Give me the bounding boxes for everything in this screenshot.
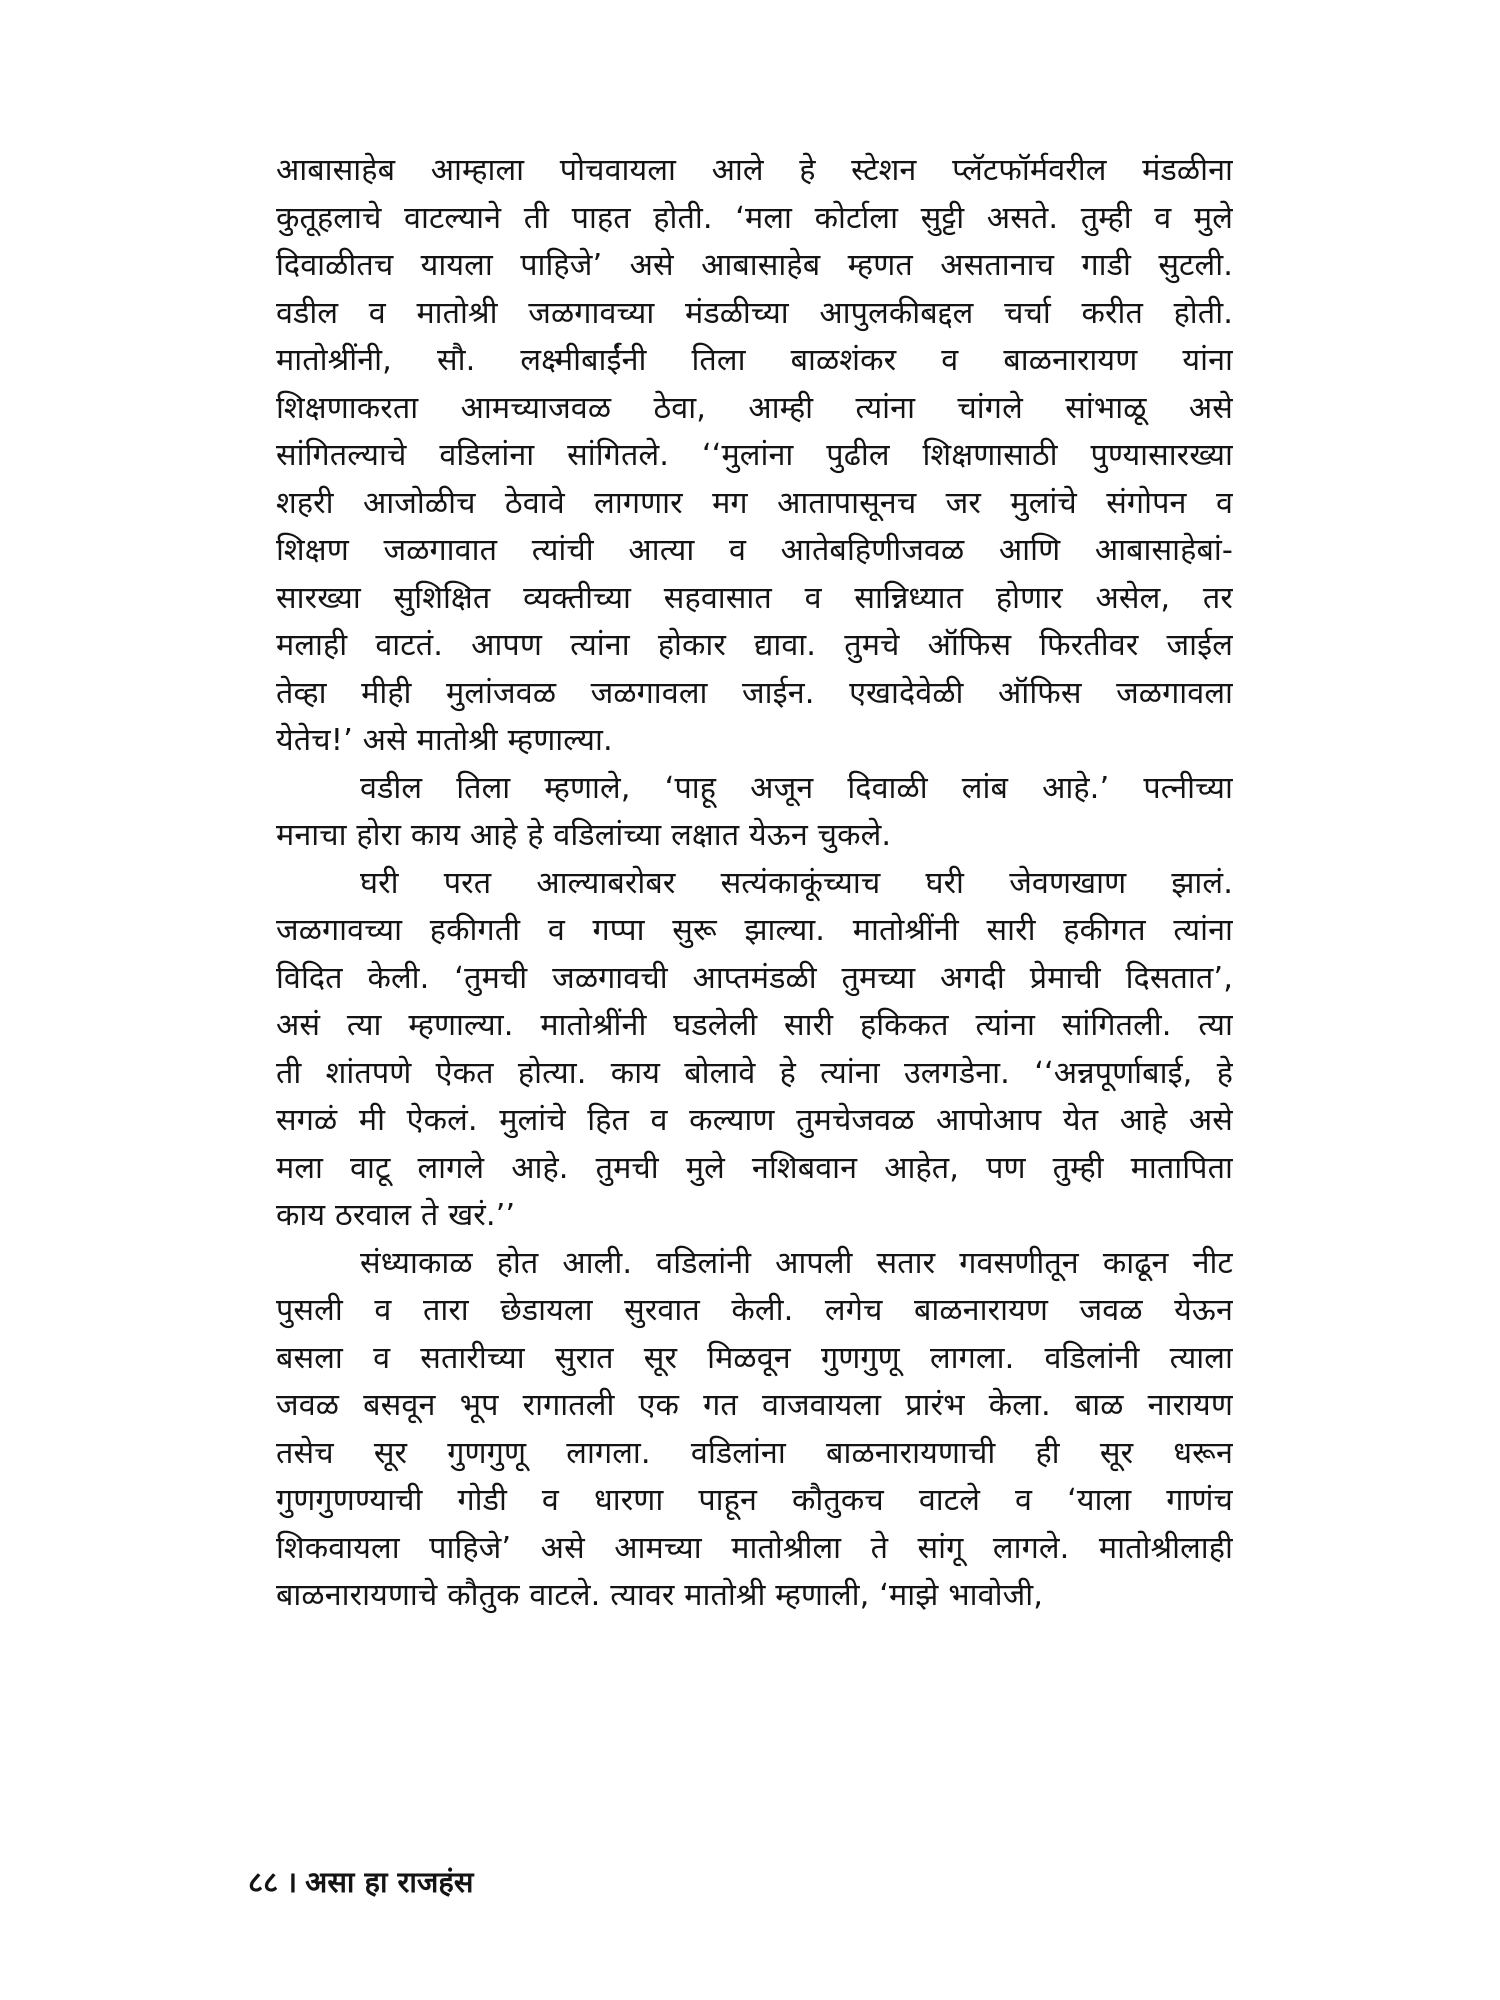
text-line: शिक्षण जळगावात त्यांची आत्या व आतेबहिणीजवळ आणि आबासाहेबां-: [276, 533, 1233, 568]
text-line: ती शांतपणे ऐकत होत्या. काय बोलावे हे त्यांना उलगडेना. ‘‘अन्नपूर्णाबाई, हे: [276, 1055, 1233, 1091]
book-title: असा हा राजहंस: [305, 1865, 474, 1899]
text-line: सगळं मी ऐकलं. मुलांचे हित व कल्याण तुमचेजवळ आपोआप येत आहे असे: [276, 1103, 1233, 1138]
text-line: विदित केली. ‘तुमची जळगावची आप्तमंडळी तुमच्या अगदी प्रेमाची दिसतात’,: [276, 960, 1233, 996]
text-line: मला वाटू लागले आहे. तुमची मुले नशिबवान आहेत, पण तुम्ही मातापिता: [276, 1150, 1233, 1186]
text-line: तेव्हा मीही मुलांजवळ जळगावला जाईन. एखादेवेळी ऑफिस जळगावला: [276, 675, 1233, 711]
text-line: वडील तिला म्हणाले, ‘पाहू अजून दिवाळी लांब आहे.’ पत्नीच्या: [360, 770, 1233, 806]
paragraph: [276, 147, 1233, 765]
text-line: सारख्या सुशिक्षित व्यक्तीच्या सहवासात व सान्निध्यात होणार असेल, तर: [276, 580, 1233, 616]
text-line: बाळनारायणाचे कौतुक वाटले. त्यावर मातोश्री म्हणाली, ‘माझे भावोजी,: [276, 1578, 1044, 1613]
paragraph: [276, 765, 1233, 860]
text-line: असं त्या म्हणाल्या. मातोश्रींनी घडलेली सारी हकिकत त्यांना सांगितली. त्या: [276, 1008, 1233, 1043]
text-line: संध्याकाळ होत आली. वडिलांनी आपली सतार गवसणीतून काढून नीट: [360, 1245, 1233, 1281]
text-line: मातोश्रींनी, सौ. लक्ष्मीबाईंनी तिला बाळशंकर व बाळनारायण यांना: [276, 343, 1233, 378]
text-line: दिवाळीतच यायला पाहिजे’ असे आबासाहेब म्हणत असतानाच गाडी सुटली.: [276, 248, 1233, 283]
text-line: सांगितल्याचे वडिलांना सांगितले. ‘‘मुलांना पुढील शिक्षणासाठी पुण्यासारख्या: [276, 438, 1233, 473]
text-line: आबासाहेब आम्हाला पोचवायला आले हे स्टेशन प्लॅटफॉर्मवरील मंडळीना: [276, 153, 1233, 188]
text-line: घरी परत आल्याबरोबर सत्यंकाकूंच्याच घरी जेवणखाण झालं.: [360, 865, 1233, 901]
text-line: शिक्षणाकरता आमच्याजवळ ठेवा, आम्ही त्यांना चांगले सांभाळू असे: [276, 390, 1233, 426]
text-line: गुणगुणण्याची गोडी व धारणा पाहून कौतुकच वाटले व ‘याला गाणंच: [276, 1483, 1233, 1518]
text-line: जळगावच्या हकीगती व गप्पा सुरू झाल्या. मातोश्रींनी सारी हकीगत त्यांना: [276, 913, 1233, 948]
page-body-text: [276, 147, 1233, 1620]
text-line: येतेच!’ असे मातोश्री म्हणाल्या.: [276, 723, 613, 758]
text-line: शिकवायला पाहिजे’ असे आमच्या मातोश्रीला ते सांगू लागले. मातोश्रीलाही: [276, 1530, 1233, 1566]
text-line: मनाचा होरा काय आहे हे वडिलांच्या लक्षात येऊन चुकले.: [276, 818, 892, 853]
text-line: पुसली व तारा छेडायला सुरवात केली. लगेच बाळनारायण जवळ येऊन: [276, 1293, 1233, 1328]
text-line: काय ठरवाल ते खरं.’’: [276, 1198, 516, 1233]
text-line: कुतूहलाचे वाटल्याने ती पाहत होती. ‘मला कोर्टाला सुट्टी असते. तुम्ही व मुले: [276, 200, 1233, 236]
paragraph: [276, 1240, 1233, 1620]
text-line: जवळ बसवून भूप रागातली एक गत वाजवायला प्रारंभ केला. बाळ नारायण: [276, 1388, 1233, 1423]
text-line: मलाही वाटतं. आपण त्यांना होकार द्यावा. तुमचे ऑफिस फिरतीवर जाईल: [276, 628, 1233, 663]
page-footer: [248, 1862, 473, 1901]
paragraph: [276, 860, 1233, 1240]
page-number: ८८: [248, 1865, 279, 1899]
text-line: वडील व मातोश्री जळगावच्या मंडळीच्या आपुलकीबद्दल चर्चा करीत होती.: [276, 295, 1233, 331]
text-line: तसेच सूर गुणगुणू लागला. वडिलांना बाळनारायणाची ही सूर धरून: [276, 1435, 1233, 1471]
text-line: बसला व सतारीच्या सुरात सूर मिळवून गुणगुणू लागला. वडिलांनी त्याला: [276, 1340, 1233, 1376]
footer-separator: ।: [286, 1865, 298, 1899]
text-line: शहरी आजोळीच ठेवावे लागणार मग आतापासूनच जर मुलांचे संगोपन व: [276, 485, 1233, 521]
